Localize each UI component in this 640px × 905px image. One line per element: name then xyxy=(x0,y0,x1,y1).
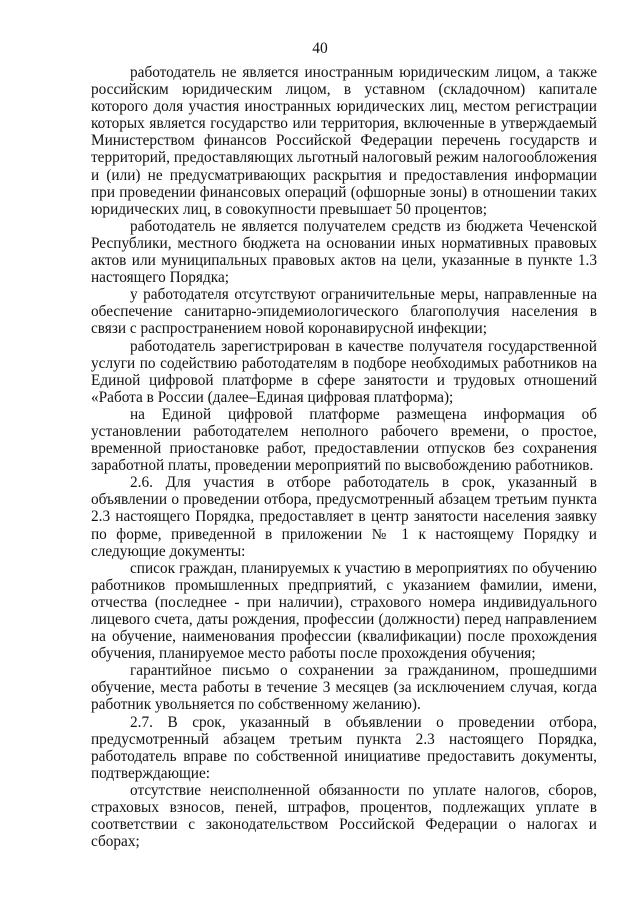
paragraph: работодатель зарегистрирован в качестве получателя государственной услуги по содействию работодателям в подборе необходимых работников на Единой цифровой платформе в сфере занятости и трудовых отношений «Работа в России (далее–Единая цифровая платформа); xyxy=(91,337,597,406)
paragraph: отсутствие неисполненной обязанности по уплате налогов, сборов, страховых взносов, пеней, штрафов, процентов, подлежащих уплате в соответствии с законодательством Российской Федерации о налогах и сборах; xyxy=(91,781,597,851)
paragraph: на Единой цифровой платформе размещена информация об установлении работодателем неполного рабочего времени, о простое, временной приостановке работ, предоставлении отпусков без сохранения заработной платы, проведении мероприятий по высвобождению работников. xyxy=(91,405,597,475)
page-number: 40 xyxy=(312,40,328,57)
paragraph: 2.6. Для участия в отборе работодатель в срок, указанный в объявлении о проведении отбора, предусмотренный абзацем третьим пункта 2.3 настоящего Порядка, предоставляет в центр занятости населения заявку по форме, приведенной в приложении № 1 к настоящему Порядку и следующие документы: xyxy=(91,474,597,560)
document-body xyxy=(91,64,597,850)
paragraph: 2.7. В срок, указанный в объявлении о проведении отбора, предусмотренный абзацем третьим пункта 2.3 настоящего Порядка, работодатель вправе по собственной инициативе предоставить документы, подтверждающие: xyxy=(91,713,597,782)
paragraph: список граждан, планируемых к участию в мероприятиях по обучению работников промышленных предприятий, с указанием фамилии, имени, отчества (последнее - при наличии), страхового номера индивидуального лицевого счета, даты рождения, профессии (должности) перед направлением на обучение, наименования профессии (квалификации) после прохождения обучения, планируемое место работы после прохождения обучения; xyxy=(91,559,597,663)
paragraph: гарантийное письмо о сохранении за гражданином, прошедшими обучение, места работы в течение 3 месяцев (за исключением случая, когда работник увольняется по собственному желанию). xyxy=(91,662,597,714)
paragraph: у работодателя отсутствуют ограничительные меры, направленные на обеспечение санитарно-эпидемиологического благополучия населения в связи с распространением новой коронавирусной инфекции; xyxy=(91,286,597,338)
paragraph: работодатель не является получателем средств из бюджета Чеченской Республики, местного бюджета на основании иных нормативных правовых актов или муниципальных правовых актов на цели, указанные в пункте 1.3 настоящего Порядка; xyxy=(91,217,597,287)
paragraph: работодатель не является иностранным юридическим лицом, а также российским юридическим лицом, в уставном (складочном) капитале которого доля участия иностранных юридических лиц, местом регистрации которых является государство или территория, включенные в утверждаемый Министерством финансов Российской Федерации перечень государств и территорий, предоставляющих льготный налоговый режим налогообложения и (или) не предусматривающих раскрытия и предоставления информации при проведении финансовых операций (офшорные зоны) в отношении таких юридических лиц, в совокупности превышает 50 процентов; xyxy=(91,64,597,218)
